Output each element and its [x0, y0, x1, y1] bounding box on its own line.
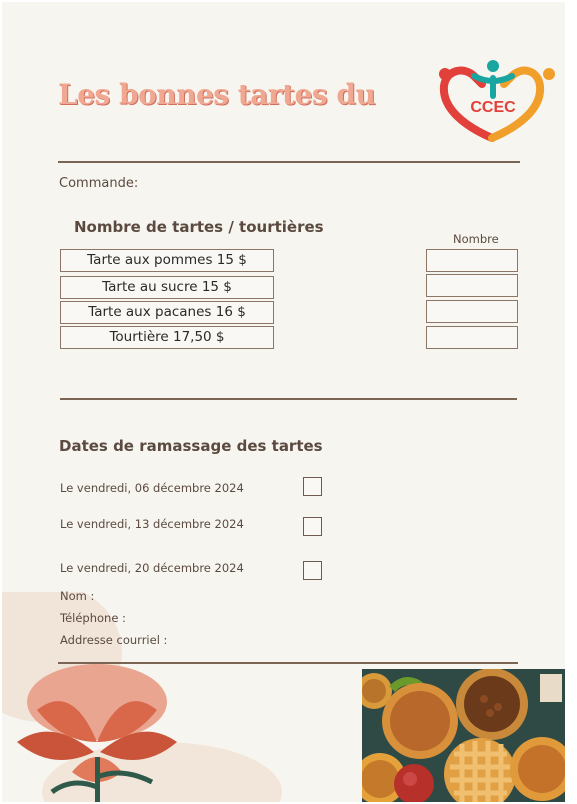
quantity-input-apple-pie[interactable]: [426, 249, 518, 272]
quantity-input-tourtiere[interactable]: [426, 326, 518, 349]
item-apple-pie: Tarte aux pommes 15 $: [60, 249, 274, 272]
pickup-date-2-label: Le vendredi, 13 décembre 2024: [60, 517, 244, 531]
pickup-date-2-checkbox[interactable]: [303, 517, 322, 536]
item-pecan-pie: Tarte aux pacanes 16 $: [60, 301, 274, 324]
phone-label: Téléphone :: [60, 611, 126, 625]
email-label: Addresse courriel :: [60, 633, 168, 647]
pickup-date-1-checkbox[interactable]: [303, 477, 322, 496]
quantity-input-sugar-pie[interactable]: [426, 274, 518, 297]
divider-bottom: [58, 662, 518, 664]
order-form-page: [2, 2, 565, 802]
pickup-section-title: Dates de ramassage des tartes: [59, 437, 323, 455]
ccec-logo: [434, 56, 560, 144]
logo-text: CCEC: [470, 99, 516, 116]
divider-middle: [60, 398, 517, 400]
quantity-input-pecan-pie[interactable]: [426, 300, 518, 323]
item-tourtiere: Tourtière 17,50 $: [60, 326, 274, 349]
order-section-title: Nombre de tartes / tourtières: [74, 218, 324, 236]
item-sugar-pie: Tarte au sucre 15 $: [60, 276, 274, 299]
pickup-date-3-label: Le vendredi, 20 décembre 2024: [60, 561, 244, 575]
pickup-date-3-checkbox[interactable]: [303, 561, 322, 580]
quantity-header: Nombre: [453, 232, 499, 246]
name-label: Nom :: [60, 589, 95, 603]
page-title: Les bonnes tartes du: [58, 78, 376, 111]
order-label: Commande:: [59, 176, 139, 191]
pickup-date-1-label: Le vendredi, 06 décembre 2024: [60, 481, 244, 495]
divider-top: [58, 161, 520, 163]
flower-illustration: [2, 592, 302, 802]
pies-photo: [362, 669, 565, 802]
